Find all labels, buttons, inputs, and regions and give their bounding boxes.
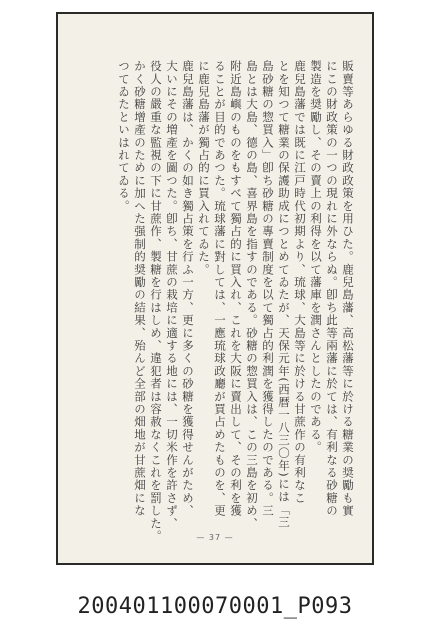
text-column-14: かく砂糖增產のために加へた强制的奨勵の結果、殆んど全部の畑地が甘蔗畑にな	[133, 60, 147, 518]
text-column-7: 島とは大島、德の島、喜界島を指すのである。砂糖の惣買入は、この三島を初め、	[245, 60, 259, 530]
text-column-3: 製造を奨勵し、その賣上の利得を以て藩庫を潤さんとしたのである。	[309, 60, 323, 454]
text-column-10: に鹿兒島藩が獨占的に買入れてゐた。	[197, 60, 211, 276]
text-column-12: 大いにその増產を圖つた。卽ち、甘蔗の栽培に適する地には、一切米作を許さず、	[165, 60, 179, 530]
text-column-11: 鹿兒島藩は、かくの如き獨占策を行ふ一方、更に多くの砂糖を獲得せんがため、	[181, 60, 195, 518]
text-column-1: 販賣等あらゆる財政政策を用ひた。鹿兒島藩、高松藩等に於ける糖業の奨勵も實	[341, 60, 355, 518]
image-caption: 200401100070001_P093	[77, 594, 353, 619]
text-column-9: ることが目的であつた。琉球藩に對しては、一應琉球政廳が買占めたものを、更	[213, 60, 227, 518]
text-column-8: 附近島嶼のものをもすべて獨占的に買入れ、これを大阪に賣出して、その利を獲	[229, 60, 243, 518]
text-column-13: 役人の嚴重な監視の下に甘蔗作、製糖を行はしめ、違犯者は容赦なくこれを罰した。	[149, 60, 163, 543]
text-column-5: とを知つて糖業の保護助成につとめてゐたが、天保元年(西暦一八三〇年)には「三	[277, 60, 291, 529]
text-column-6: 島砂糖の惣買入」卽ち砂糖の專賣制度を以て獨占的利潤を獲得したのである。三	[261, 60, 275, 518]
text-column-2: にこの財政策の一つの現れに外ならぬ。卽ち此等兩藩に於ては、有利なる砂糖の	[325, 60, 339, 518]
page-number: — 37 —	[196, 533, 234, 542]
text-column-4: 鹿兒島藩では既に江戸時代初期より、琉球、大島等に於ける甘蔗作の有利なこ	[293, 60, 307, 505]
text-column-15: つてゐたといはれてゐる。	[117, 60, 131, 213]
